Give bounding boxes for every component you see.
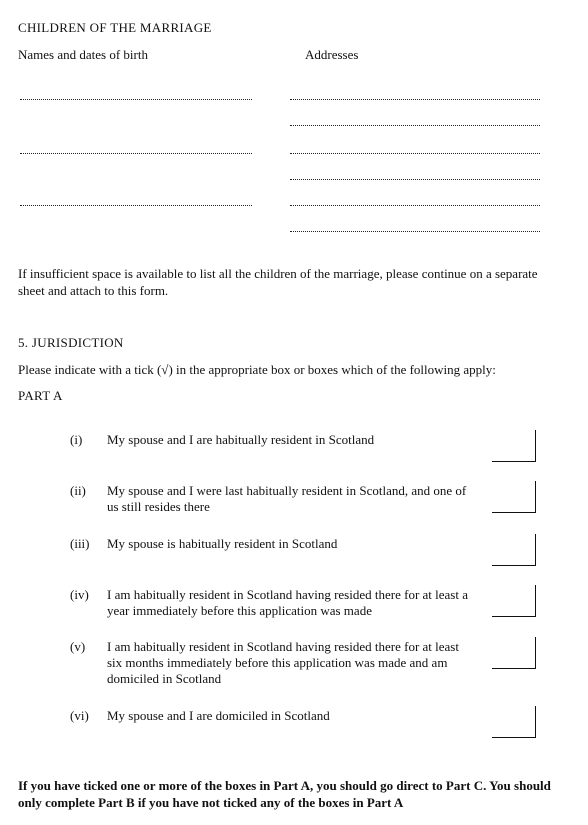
item-text: My spouse and I were last habitually resident in Scotland, and one of us still resides there — [107, 483, 467, 514]
tick-box-i[interactable] — [492, 430, 536, 462]
item-text: My spouse and I are habitually resident in Scotland — [107, 432, 375, 447]
item-number: (i) — [70, 432, 83, 447]
child-address-field-2a[interactable] — [290, 153, 540, 154]
item-number: (iii) — [70, 536, 90, 551]
item-text: I am habitually resident in Scotland having resided there for at least a year immediately before this application was made — [107, 587, 468, 618]
tick-box-iii[interactable] — [492, 534, 536, 566]
tick-box-ii[interactable] — [492, 481, 536, 513]
names-column-header: Names and dates of birth — [18, 47, 148, 62]
item-text: My spouse is habitually resident in Scotland — [107, 536, 338, 551]
jurisdiction-instruction: Please indicate with a tick (√) in the appropriate box or boxes which of the following apply: — [18, 362, 496, 377]
child-address-field-3a[interactable] — [290, 205, 540, 206]
child-name-field-3[interactable] — [20, 205, 252, 206]
children-section-title: CHILDREN OF THE MARRIAGE — [18, 20, 212, 35]
item-number: (vi) — [70, 708, 89, 723]
addresses-column-header: Addresses — [305, 47, 359, 62]
item-text: I am habitually resident in Scotland having resided there for at least six months immediately before this application was made and am domiciled in Scotland — [107, 639, 459, 686]
item-number: (v) — [70, 639, 86, 654]
insufficient-space-note: If insufficient space is available to list all the children of the marriage, please continue on a separate sheet and attach to this form. — [18, 266, 538, 298]
part-a-footer-note: If you have ticked one or more of the boxes in Part A, you should go direct to Part C. You should only complete Part B if you have not ticked any of the boxes in Part A — [18, 778, 551, 810]
item-number: (iv) — [70, 587, 89, 602]
item-number: (ii) — [70, 483, 86, 498]
child-name-field-1[interactable] — [20, 99, 252, 100]
part-a-label: PART A — [18, 388, 63, 403]
child-address-field-1a[interactable] — [290, 99, 540, 100]
child-address-field-2b[interactable] — [290, 179, 540, 180]
tick-box-v[interactable] — [492, 637, 536, 669]
tick-box-vi[interactable] — [492, 706, 536, 738]
child-address-field-1b[interactable] — [290, 125, 540, 126]
child-address-field-3b[interactable] — [290, 231, 540, 232]
jurisdiction-title: 5. JURISDICTION — [18, 335, 124, 350]
child-name-field-2[interactable] — [20, 153, 252, 154]
item-text: My spouse and I are domiciled in Scotland — [107, 708, 330, 723]
tick-box-iv[interactable] — [492, 585, 536, 617]
